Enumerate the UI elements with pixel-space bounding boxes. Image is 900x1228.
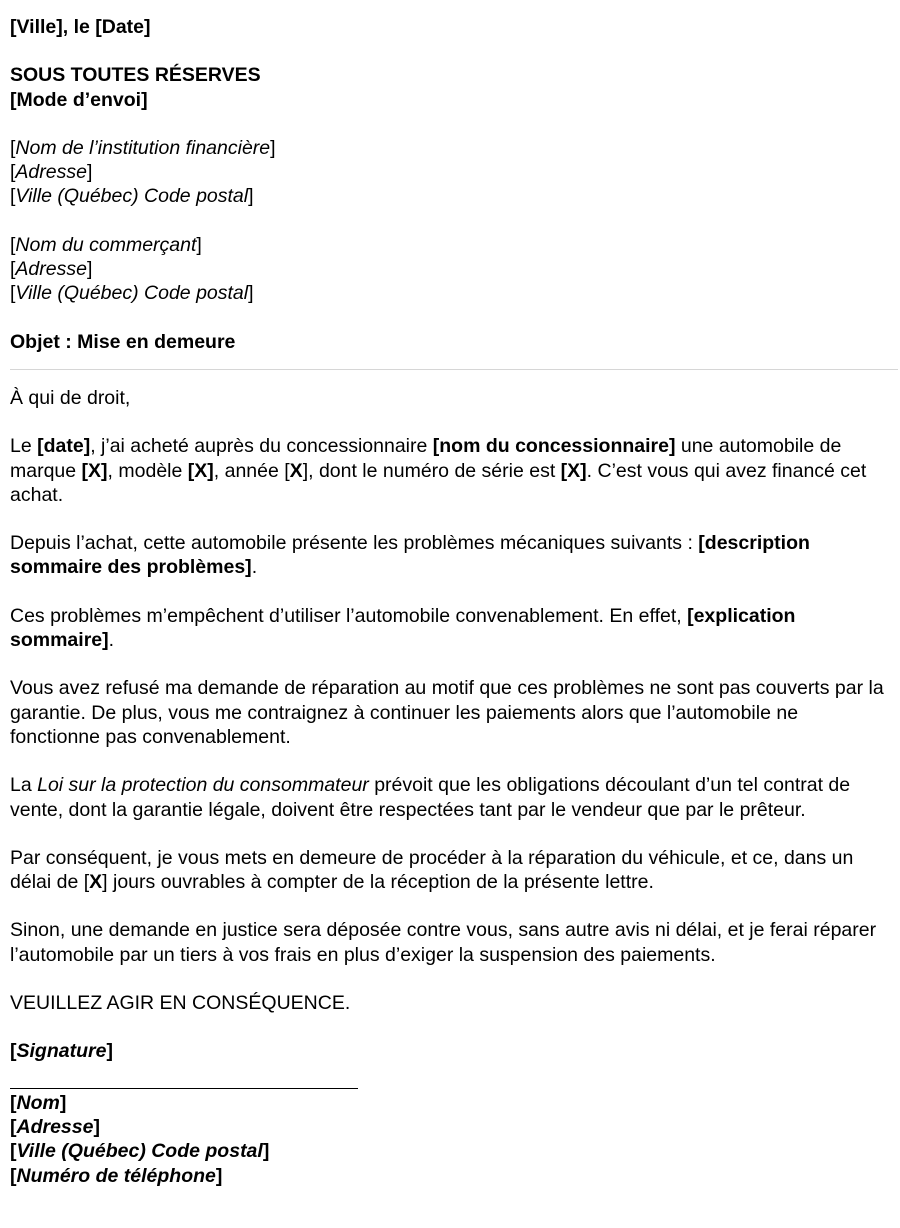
salutation: À qui de droit, <box>10 386 131 409</box>
merchant-address: [Adresse] <box>10 258 93 281</box>
signature-line <box>10 1088 358 1089</box>
notice-heading: SOUS TOUTES RÉSERVES <box>10 64 261 87</box>
subject-line: Objet : Mise en demeure <box>10 330 236 353</box>
paragraph-problems: Depuis l’achat, cette automobile présente les problèmes mécaniques suivants : [description sommaire des problèmes]. <box>10 532 810 579</box>
institution-city: [Ville (Québec) Code postal] <box>10 185 254 208</box>
merchant-city: [Ville (Québec) Code postal] <box>10 282 254 305</box>
merchant-name: [Nom du commerçant] <box>10 233 202 256</box>
divider <box>10 369 898 370</box>
paragraph-refusal: Vous avez refusé ma demande de réparation au motif que ces problèmes ne sont pas couverts par la garantie. De plus, vous me contraignez à continuer les paiements alors que l’automobile ne fonctionne pas convenablement. <box>10 677 884 748</box>
sender-city: [Ville (Québec) Code postal] <box>10 1140 270 1163</box>
institution-address: [Adresse] <box>10 161 93 184</box>
send-mode: [Mode d’envoi] <box>10 88 148 111</box>
institution-name: [Nom de l’institution financière] <box>10 136 276 159</box>
closing-statement: VEUILLEZ AGIR EN CONSÉQUENCE. <box>10 992 351 1015</box>
paragraph-purchase: Le [date], j’ai acheté auprès du concessionnaire [nom du concessionnaire] une automobile de marque [X], modèle [X], année [X], dont le numéro de série est [X]. C’est vous qui avez financé cet achat. <box>10 435 867 506</box>
place-date: [Ville], le [Date] <box>10 16 151 38</box>
paragraph-demand: Par conséquent, je vous mets en demeure de procéder à la réparation du véhicule, et ce, dans un délai de [X] jours ouvrables à compter de la réception de la présente lettre. <box>10 846 854 894</box>
sender-name: [Nom] <box>10 1091 67 1114</box>
paragraph-law: La Loi sur la protection du consommateur prévoit que les obligations découlant d’un tel contrat de vente, dont la garantie légale, doivent être respectées tant par le vendeur que par le prêteur. <box>10 774 851 821</box>
signature-label: [Signature] <box>10 1040 113 1063</box>
paragraph-consequence: Sinon, une demande en justice sera déposée contre vous, sans autre avis ni délai, et je ferai réparer l’automobile par un tiers à vos frais en plus d’exiger la suspension des paiements. <box>10 919 877 966</box>
sender-address: [Adresse] <box>10 1115 100 1138</box>
recipient-institution-block <box>10 136 890 209</box>
paragraph-impact: Ces problèmes m’empêchent d’utiliser l’automobile convenablement. En effet, [explication sommaire]. <box>10 604 796 652</box>
sender-block <box>10 1091 890 1188</box>
sender-phone: [Numéro de téléphone] <box>10 1164 223 1187</box>
recipient-merchant-block <box>10 233 890 306</box>
